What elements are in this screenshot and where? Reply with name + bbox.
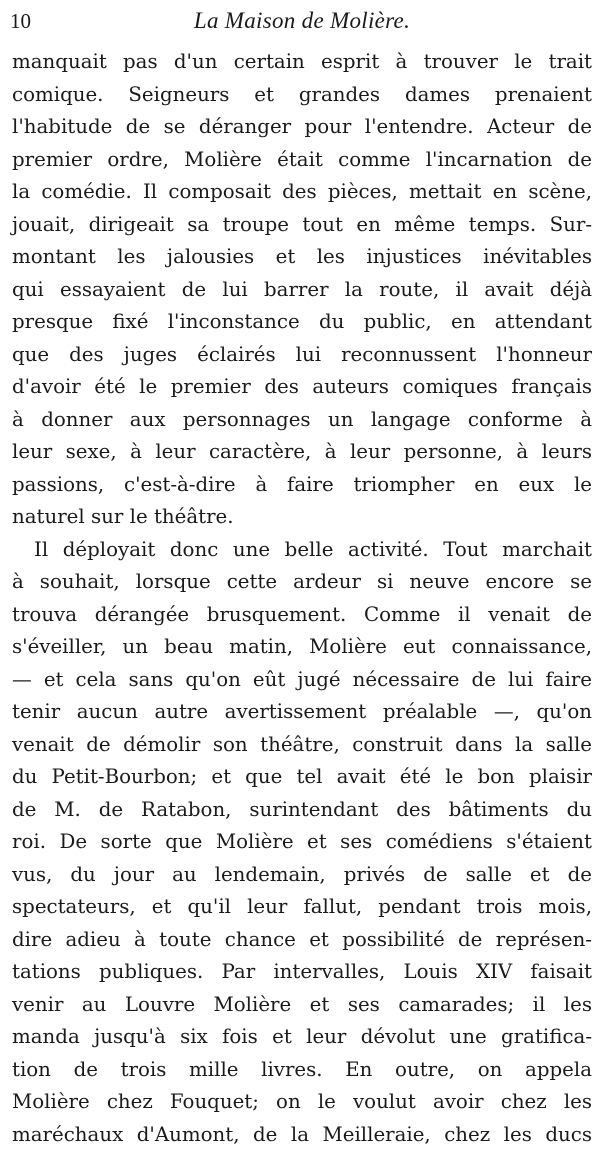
- text-line: roi. De sorte que Molière et ses comédiens s'étaient: [12, 826, 592, 859]
- text-line: de M. de Ratabon, surintendant des bâtiments du: [12, 794, 592, 827]
- text-line: du Petit-Bourbon; et que tel avait été le bon plaisir: [12, 761, 592, 794]
- body-text: [12, 46, 592, 1151]
- text-line: venait de démolir son théâtre, construit dans la salle: [12, 729, 592, 762]
- paragraph-1: [12, 46, 592, 534]
- text-line: manda jusqu'à six fois et leur dévolut une gratifica-: [12, 1021, 592, 1054]
- text-line: manquait pas d'un certain esprit à trouver le trait: [12, 46, 592, 79]
- text-line: s'éveiller, un beau matin, Molière eut connaissance,: [12, 631, 592, 664]
- text-line: premier ordre, Molière était comme l'incarnation de: [12, 144, 592, 177]
- text-line: tenir aucun autre avertissement préalable —, qu'on: [12, 696, 592, 729]
- text-line: montant les jalousies et les injustices inévitables: [12, 241, 592, 274]
- running-title: La Maison de Molière.: [10, 6, 594, 36]
- running-head: [10, 6, 594, 36]
- text-line: qui essayaient de lui barrer la route, il avait déjà: [12, 274, 592, 307]
- text-line: leur sexe, à leur caractère, à leur personne, à leurs: [12, 436, 592, 469]
- text-line: à donner aux personnages un langage conforme à: [12, 404, 592, 437]
- text-line: que des juges éclairés lui reconnussent l'honneur: [12, 339, 592, 372]
- text-line: trouva dérangée brusquement. Comme il venait de: [12, 599, 592, 632]
- text-line: vus, du jour au lendemain, privés de salle et de: [12, 859, 592, 892]
- paragraph-2: [12, 534, 592, 1151]
- text-line: la comédie. Il composait des pièces, mettait en scène,: [12, 176, 592, 209]
- text-line: jouait, dirigeait sa troupe tout en même temps. Sur-: [12, 209, 592, 242]
- text-line: d'avoir été le premier des auteurs comiques français: [12, 371, 592, 404]
- text-line: tations publiques. Par intervalles, Louis XIV faisait: [12, 956, 592, 989]
- text-line: dire adieu à toute chance et possibilité de représen-: [12, 924, 592, 957]
- text-line: comique. Seigneurs et grandes dames prenaient: [12, 79, 592, 112]
- text-line: maréchaux d'Aumont, de la Meilleraie, chez les ducs: [12, 1119, 592, 1151]
- text-line: venir au Louvre Molière et ses camarades; il les: [12, 989, 592, 1022]
- text-line: Il déployait donc une belle activité. Tout marchait: [12, 534, 592, 567]
- text-line: — et cela sans qu'on eût jugé nécessaire de lui faire: [12, 664, 592, 697]
- text-line: presque fixé l'inconstance du public, en attendant: [12, 306, 592, 339]
- text-line: spectateurs, et qu'il leur fallut, pendant trois mois,: [12, 891, 592, 924]
- text-line: naturel sur le théâtre.: [12, 501, 592, 534]
- text-line: à souhait, lorsque cette ardeur si neuve encore se: [12, 566, 592, 599]
- text-line: Molière chez Fouquet; on le voulut avoir chez les: [12, 1086, 592, 1119]
- text-line: passions, c'est-à-dire à faire triompher en eux le: [12, 469, 592, 502]
- page-number: 10: [10, 6, 31, 36]
- text-line: tion de trois mille livres. En outre, on appela: [12, 1054, 592, 1087]
- text-line: l'habitude de se déranger pour l'entendre. Acteur de: [12, 111, 592, 144]
